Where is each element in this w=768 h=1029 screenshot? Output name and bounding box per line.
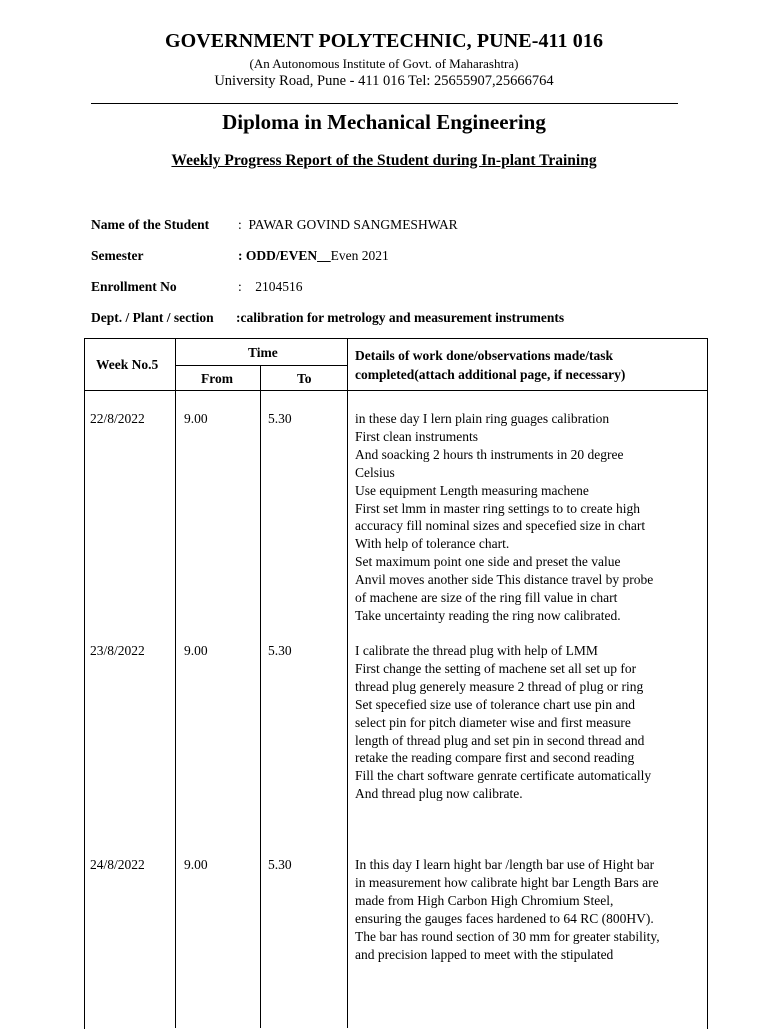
details-header-line2: completed(attach additional page, if necessary) — [355, 367, 626, 382]
detail-line: And thread plug now calibrate. — [355, 786, 523, 802]
student-name-value: : PAWAR GOVIND SANGMESHWAR — [238, 217, 458, 232]
row-from-time: 9.00 — [184, 411, 208, 426]
detail-line: With help of tolerance chart. — [355, 536, 510, 552]
department-title: Diploma in Mechanical Engineering — [222, 110, 546, 134]
institution-name: GOVERNMENT POLYTECHNIC, PUNE-411 016 — [164, 30, 604, 52]
detail-line: in measurement how calibrate hight bar Length Bars are — [355, 874, 659, 890]
col-divider-from — [260, 365, 261, 1028]
header-row-divider — [84, 390, 707, 391]
detail-line: First clean instruments — [355, 428, 478, 444]
semester-year: Even 2021 — [330, 248, 389, 263]
details-header-line1: Details of work done/observations made/task — [355, 348, 614, 363]
detail-line: length of thread plug and set pin in second thread and — [355, 732, 645, 748]
detail-line: The bar has round section of 30 mm for greater stability, — [355, 928, 660, 944]
detail-line: Set maximum point one side and preset the value — [355, 554, 621, 570]
detail-line: of machene are size of the ring fill value in chart — [355, 590, 618, 606]
detail-line: And soacking 2 hours th instruments in 20 degree — [355, 446, 624, 462]
dept-label: Dept. / Plant / section — [91, 310, 214, 325]
detail-line: First change the setting of machene set all set up for — [355, 660, 637, 676]
detail-line: in these day I lern plain ring guages calibration — [355, 411, 610, 426]
report-title: Weekly Progress Report of the Student during In-plant Training — [171, 152, 597, 169]
enrollment-value: : 2104516 — [238, 279, 303, 294]
detail-line: Set specefied size use of tolerance chart use pin and — [355, 696, 636, 712]
detail-line: accuracy fill nominal sizes and specefied size in chart — [355, 518, 646, 534]
semester-label: Semester — [91, 248, 144, 263]
detail-line: ensuring the gauges faces hardened to 64 RC (800HV). — [355, 910, 654, 926]
detail-line: retake the reading compare first and second reading — [355, 750, 635, 766]
row-from-time: 9.00 — [184, 643, 208, 658]
header-divider — [91, 103, 678, 104]
detail-line: Take uncertainty reading the ring now calibrated. — [355, 607, 621, 623]
detail-line: select pin for pitch diameter wise and first measure — [355, 714, 631, 730]
detail-line: Anvil moves another side This distance travel by probe — [355, 572, 654, 588]
semester-value — [238, 248, 389, 264]
row-details — [355, 410, 700, 625]
detail-line: and precision lapped to meet with the stipulated — [355, 946, 614, 962]
col-divider-week — [175, 338, 176, 1028]
detail-line: thread plug generely measure 2 thread of plug or ring — [355, 678, 644, 694]
col-divider-to — [347, 338, 348, 1028]
institution-address: University Road, Pune - 411 016 Tel: 25655907,25666764 — [214, 73, 554, 89]
semester-prefix: : ODD/EVEN__ — [238, 248, 331, 263]
detail-line: Celsius — [355, 464, 395, 480]
enrollment-label: Enrollment No — [91, 279, 177, 294]
institution-subtitle: (An Autonomous Institute of Govt. of Maharashtra) — [249, 56, 519, 71]
row-date: 22/8/2022 — [90, 411, 145, 426]
to-header: To — [297, 371, 312, 386]
row-from-time: 9.00 — [184, 857, 208, 872]
week-header: Week No.5 — [96, 357, 159, 372]
row-to-time: 5.30 — [268, 857, 292, 872]
detail-line: Fill the chart software genrate certificate automatically — [355, 768, 652, 784]
student-name-label: Name of the Student — [91, 217, 210, 232]
row-to-time: 5.30 — [268, 411, 292, 426]
row-date: 24/8/2022 — [90, 857, 145, 872]
row-details — [355, 642, 700, 803]
detail-line: Use equipment Length measuring machene — [355, 482, 589, 498]
detail-line: First set lmm in master ring settings to to create high — [355, 500, 640, 516]
from-header: From — [201, 371, 233, 386]
dept-value: :calibration for metrology and measurement instruments — [236, 310, 565, 325]
row-to-time: 5.30 — [268, 643, 292, 658]
row-date: 23/8/2022 — [90, 643, 145, 658]
time-header: Time — [248, 345, 278, 360]
row-details — [355, 856, 700, 963]
detail-line: I calibrate the thread plug with help of LMM — [355, 643, 598, 658]
time-subheader-divider — [175, 365, 347, 366]
detail-line: In this day I learn hight bar /length bar use of Hight bar — [355, 857, 655, 872]
detail-line: made from High Carbon High Chromium Steel, — [355, 892, 614, 908]
